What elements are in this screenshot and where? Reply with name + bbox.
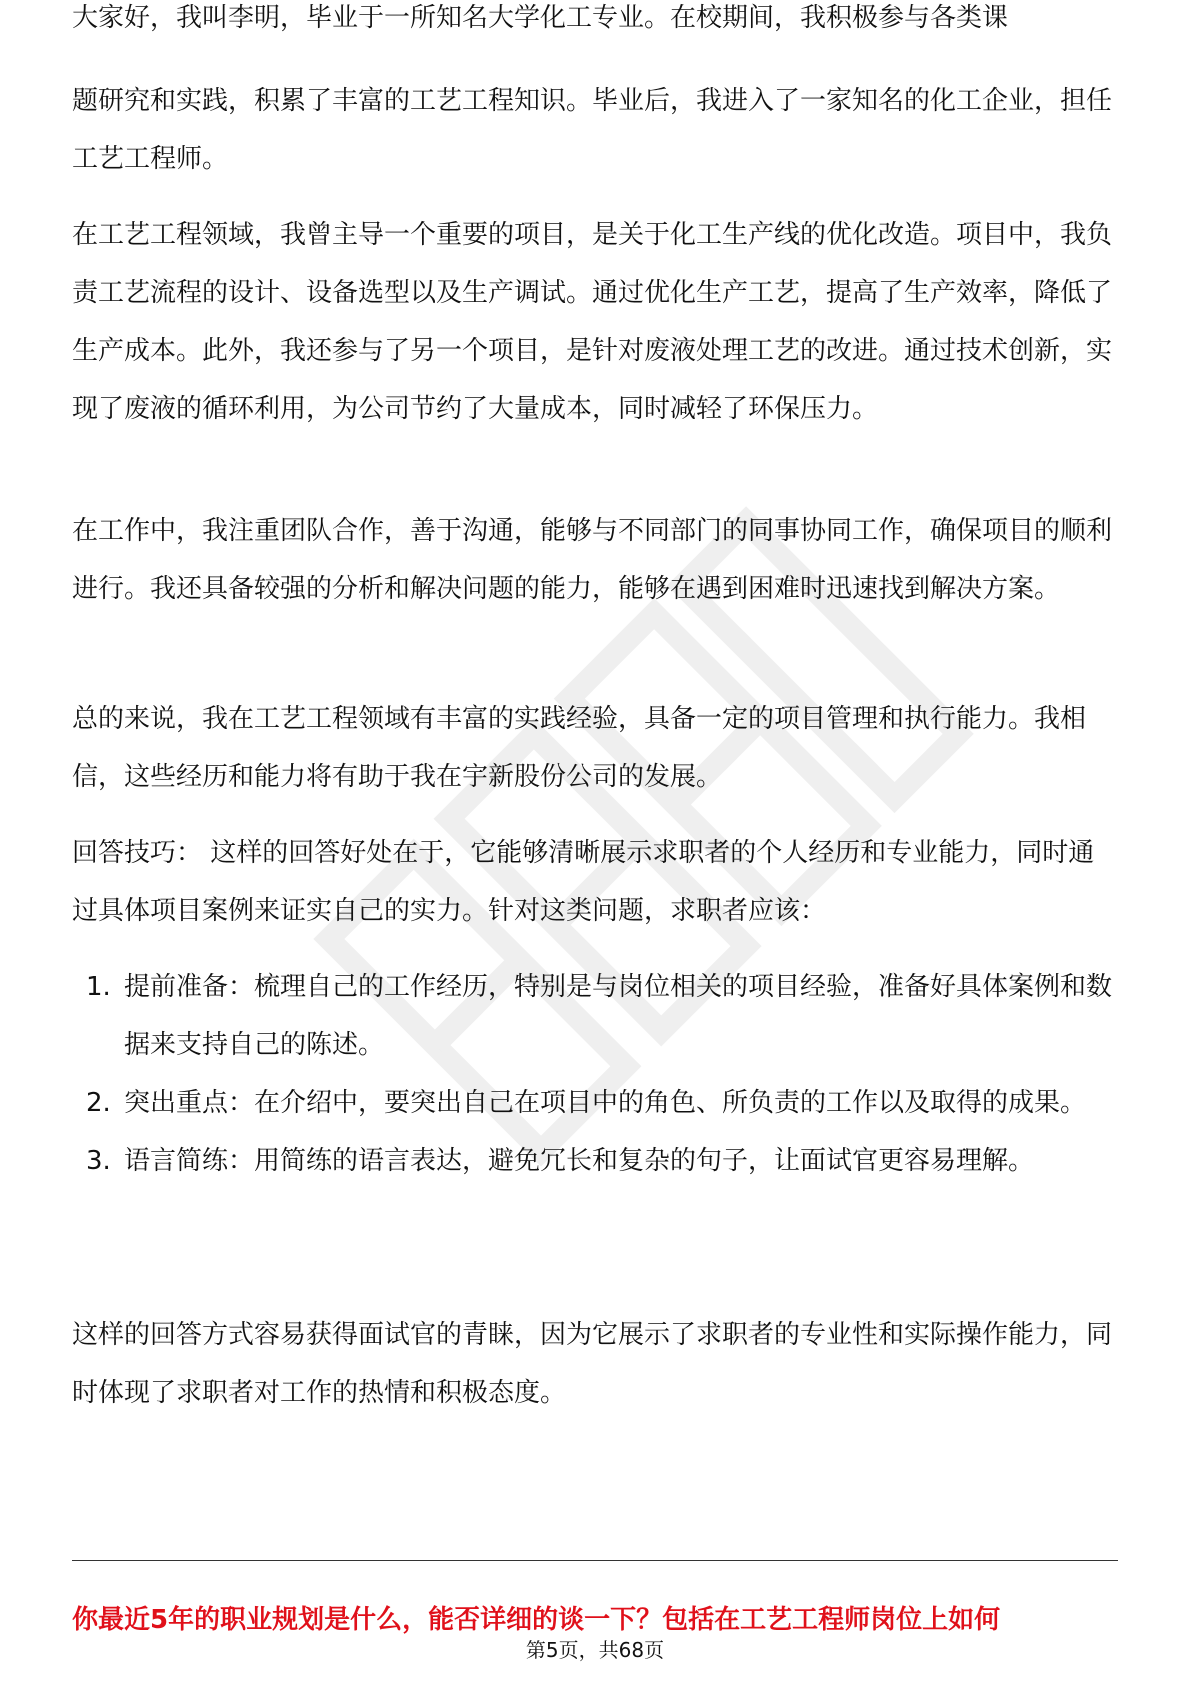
closing-paragraph: 这样的回答方式容易获得面试官的青睐，因为它展示了求职者的专业性和实际操作能力，同时体现了求职者对工作的热情和积极态度。 — [72, 1320, 1113, 1408]
answer-tips-intro: 回答技巧： 这样的回答好处在于，它能够清晰展示求职者的个人经历和专业能力，同时通过具体项目案例来证实自己的实力。针对这类问题，求职者应该： — [72, 838, 1095, 926]
page-number: 第5页，共68页 — [525, 1638, 665, 1662]
list-number: 3. — [86, 1146, 111, 1176]
body-paragraph-4: 总的来说，我在工艺工程领域有丰富的实践经验，具备一定的项目管理和执行能力。我相信，这些经历和能力将有助于我在宇新股份公司的发展。 — [72, 704, 1087, 792]
body-paragraph-3: 在工作中，我注重团队合作，善于沟通，能够与不同部门的同事协同工作，确保项目的顺利进行。我还具备较强的分析和解决问题的能力，能够在遇到困难时迅速找到解决方案。 — [72, 516, 1113, 604]
list-number: 1. — [86, 972, 111, 1002]
body-paragraph-1: 题研究和实践，积累了丰富的工艺工程知识。毕业后，我进入了一家知名的化工企业，担任工艺工程师。 — [72, 86, 1113, 174]
list-item-text: 提前准备：梳理自己的工作经历，特别是与岗位相关的项目经验，准备好具体案例和数据来支持自己的陈述。 — [124, 972, 1113, 1060]
divider — [72, 1560, 1118, 1561]
list-item-text: 语言简练：用简练的语言表达，避免冗长和复杂的句子，让面试官更容易理解。 — [124, 1146, 1035, 1176]
list-item-text: 突出重点：在介绍中，要突出自己在项目中的角色、所负责的工作以及取得的成果。 — [124, 1088, 1087, 1118]
list-number: 2. — [86, 1088, 111, 1118]
cut-off-top-line: 大家好，我叫李明，毕业于一所知名大学化工专业。在校期间，我积极参与各类课 — [72, 3, 1009, 33]
list-item — [72, 1074, 1118, 1132]
next-question-heading: 你最近5年的职业规划是什么，能否详细的谈一下？包括在工艺工程师岗位上如何 — [72, 1605, 1001, 1635]
list-item — [72, 1132, 1118, 1190]
list-item — [72, 958, 1118, 1074]
tips-list — [72, 958, 1118, 1190]
body-paragraph-2: 在工艺工程领域，我曾主导一个重要的项目，是关于化工生产线的优化改造。项目中，我负责工艺流程的设计、设备选型以及生产调试。通过优化生产工艺，提高了生产效率，降低了生产成本。此外，我还参与了另一个项目，是针对废液处理工艺的改进。通过技术创新，实现了废液的循环利用，为公司节约了大量成本，同时减轻了环保压力。 — [72, 220, 1113, 424]
